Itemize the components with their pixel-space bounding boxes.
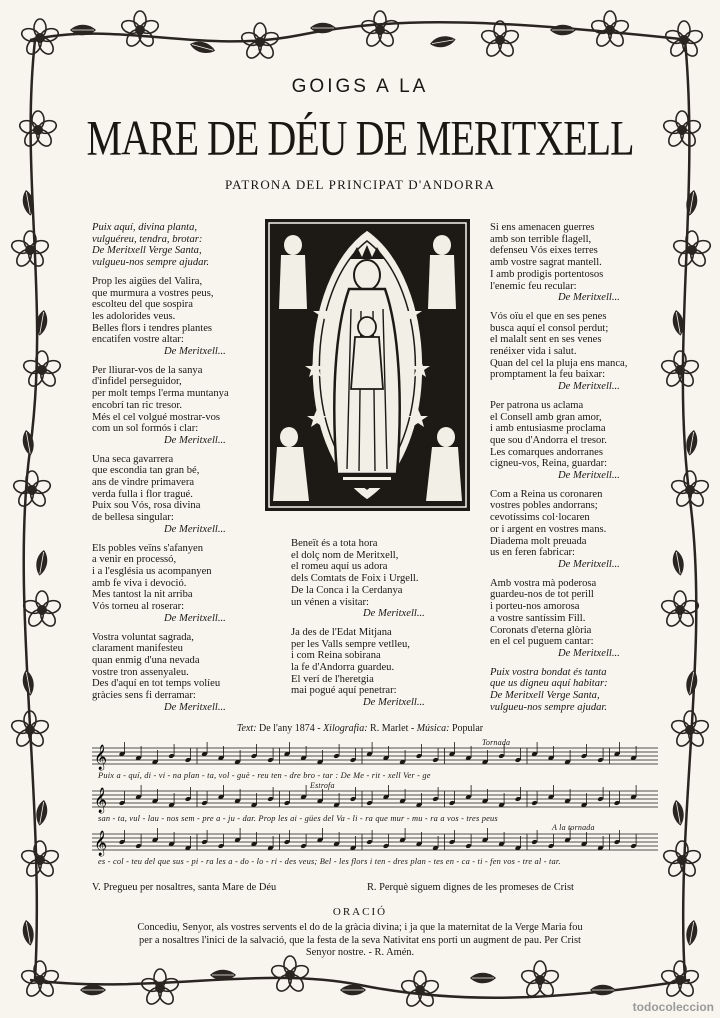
verse-line: De Meritxell Verge Santa, xyxy=(92,245,202,257)
verse-line: cigneu-vos, Reina, guardar: xyxy=(490,458,608,470)
verse-line: Coronats d'eterna glòria xyxy=(490,624,592,636)
refrain-line: De Meritxell... xyxy=(558,381,620,393)
verse-line: Puix vostra bondat és tanta xyxy=(490,666,607,678)
verse-line: guardeu-nos de tot perill xyxy=(490,589,594,601)
verse-line: ans de vindre primavera xyxy=(92,477,195,489)
stanza xyxy=(490,489,680,571)
verse-line: com un sol formós i clar: xyxy=(92,423,199,435)
verse-line: a venir en processó, xyxy=(92,554,177,566)
verse-line: el dolç nom de Meritxell, xyxy=(291,549,399,561)
verse-line: Beneït és a tota hora xyxy=(291,538,378,549)
credit-text-label: Text: xyxy=(236,723,257,734)
stanza xyxy=(92,365,272,447)
verse-line: mai pogué aquí penetrar: xyxy=(291,685,397,697)
versicle-v: V. Pregueu per nosaltres, santa Mare de Déu xyxy=(92,882,277,893)
versicle-r: R. Perquè siguem dignes de les promeses de Crist xyxy=(367,882,574,893)
verse-line: vostres pobles andorrans; xyxy=(490,500,598,512)
refrain-line: De Meritxell... xyxy=(558,558,620,570)
verse-line: Vostra voluntat sagrada, xyxy=(92,631,194,643)
music-label-a-la-tornada: A la tornada xyxy=(552,823,595,832)
verse-line: gràcies sens fi derramar: xyxy=(92,690,196,702)
oracio-line-1: Concediu, Senyor, als vostres servents el do de la gràcia divina; i ja que la maternitat de la Verge Maria fou xyxy=(137,922,583,933)
stanza xyxy=(92,632,272,714)
verse-line: les adolorides veus. xyxy=(92,310,176,322)
verse-line: or i argent en vostres mans. xyxy=(490,523,607,535)
verse-line: vulgueu-nos sempre ajudar. xyxy=(92,257,210,269)
verse-line: I amb prodigis portentosos xyxy=(490,268,604,280)
credit-music-value: Popular xyxy=(451,723,484,734)
music-label-estrofa: Estrofa xyxy=(310,781,335,790)
credit-xilo-label: Xilografia: xyxy=(323,723,368,734)
verse-line: Prop les aigües del Valira, xyxy=(92,275,203,287)
verse-line: encobrí tan ric tresor. xyxy=(92,399,183,411)
verse-line: Vós oïu el que en ses penes xyxy=(490,310,607,322)
refrain-line: De Meritxell... xyxy=(363,608,425,620)
stanza xyxy=(490,400,680,482)
stanza xyxy=(490,578,680,660)
verse-line: per molt temps l'erma muntanya xyxy=(92,388,229,400)
verse-line: Vós torneu al roserar: xyxy=(92,601,185,613)
verse-line: un vénen a visitar: xyxy=(291,596,369,608)
verse-line: us en feren fabricar: xyxy=(490,547,575,559)
verse-line: d'infidel perseguidor, xyxy=(92,376,182,388)
music-label-tornada: Tornada xyxy=(482,738,511,747)
oracio-text xyxy=(62,922,658,960)
verse-line: Per patrona us aclama xyxy=(490,399,584,411)
verse-line: Ja des de l'Edat Mitjana xyxy=(291,626,392,638)
verse-line: Quan del cel la pluja ens manca, xyxy=(490,357,628,369)
subtitle: PATRONA DEL PRINCIPAT D'ANDORRA xyxy=(224,177,496,192)
oracio-line-3: Senyor nostre. - R. Amén. xyxy=(305,947,415,959)
refrain-line: De Meritxell... xyxy=(164,701,226,713)
verse-line: que sou d'Andorra el tresor. xyxy=(490,434,607,446)
verse-line: El verí de l'heretgia xyxy=(291,673,374,685)
verse-line: amb vostre sagrat mantell. xyxy=(490,257,602,269)
verse-line: encatifen vostre altar: xyxy=(92,334,184,346)
stanza xyxy=(490,222,680,304)
treble-clef-icon: 𝄞 xyxy=(94,788,108,813)
verse-line: el malalt sent en ses venes xyxy=(490,334,602,346)
verse-line: Puix aquí, divina planta, xyxy=(92,222,198,233)
verse-line: en el cel puguem cantar: xyxy=(490,636,594,648)
verse-line: per les Valls sempre vetlleu, xyxy=(291,638,410,650)
verses-middle-column xyxy=(291,538,471,716)
music-lyrics-line-1: Puix a - quí, di - vi - na plan - ta, vol - guè - reu ten - dre bro - tar : De Me - rit - xell Ver - ge xyxy=(98,771,431,780)
verse-line: Des d'aquí en tot temps volíeu xyxy=(92,678,221,690)
music-lyrics-line-2: san - ta, vul - lau - nos sem - pre a - ju - dar. Prop les ai - gües del Va - li - ra que mur - mu - ra a vos - tres peus xyxy=(98,814,498,823)
virgin-woodcut-illustration xyxy=(265,219,470,511)
verse-line: i porteu-nos amorosa xyxy=(490,601,580,613)
verse-line: i com Reina sobirana xyxy=(291,650,381,662)
credit-xilo-value: R. Marlet xyxy=(370,723,409,734)
oracio-title: ORACIÓ xyxy=(332,906,388,918)
stanza xyxy=(291,538,471,620)
stanza xyxy=(92,543,272,625)
refrain-line: De Meritxell... xyxy=(164,523,226,535)
title-goigs: GOIGS A LA xyxy=(291,76,429,97)
refrain-line: De Meritxell... xyxy=(558,647,620,659)
verse-line: que escondia tan gran bé, xyxy=(92,465,200,477)
verse-line: clarament manifesteu xyxy=(92,643,183,655)
watermark: todocoleccion xyxy=(632,1000,714,1014)
stanza xyxy=(490,667,680,714)
verse-line: vulguéreu, tendra, brotar: xyxy=(92,233,203,245)
verse-line: vostre tron assenyaleu. xyxy=(92,666,189,678)
music-lyrics-line-3: es - col - teu del que sus - pi - ra les a - do - lo - ri - des veus; Bel - les flors i ten - dres plan - tes en - ca - ti - fen vos - tre al - tar. xyxy=(98,857,561,866)
stanza xyxy=(490,311,680,393)
credit-text-value: De l'any 1874 xyxy=(259,723,315,734)
verse-line: promptament la feu baixar: xyxy=(490,369,606,381)
title-main: MARE DE DÉU DE MERITXELL xyxy=(86,109,634,166)
refrain-line: De Meritxell... xyxy=(164,612,226,624)
verse-line: amb fe viva i devoció. xyxy=(92,577,187,589)
verse-line: Una seca gavarrera xyxy=(92,453,174,465)
verse-line: De la Conca i la Cerdanya xyxy=(291,584,403,596)
verse-line: busca aquí el consol perdut; xyxy=(490,322,609,334)
verse-line: amb son terrible flagell, xyxy=(490,233,592,245)
stanza xyxy=(291,627,471,709)
verse-line: cevotíssims col·locaren xyxy=(490,512,590,524)
verse-line: Amb vostra mà poderosa xyxy=(490,577,597,589)
verses-left-column xyxy=(92,222,272,720)
refrain-line: De Meritxell... xyxy=(558,292,620,304)
verse-line: escolteu del que sospira xyxy=(92,299,193,311)
verse-line: i a l'església us acompanyen xyxy=(92,565,212,577)
verse-line: Els pobles veïns s'afanyen xyxy=(92,542,204,554)
verse-line: Les comarques andorranes xyxy=(490,446,603,458)
refrain-line: De Meritxell... xyxy=(363,697,425,709)
verse-line: vulgueu-nos sempre ajudar. xyxy=(490,701,608,713)
verse-line: renéixer vida i salut. xyxy=(490,346,577,358)
refrain-line: De Meritxell... xyxy=(164,434,226,446)
verses-right-column xyxy=(490,222,680,720)
verse-line: Per lliurar-vos de la sanya xyxy=(92,364,203,376)
verse-line: quan enmig d'una nevada xyxy=(92,654,200,666)
verse-line: Si ens amenacen guerres xyxy=(490,222,595,233)
verse-line: de bellesa singular: xyxy=(92,512,174,524)
verse-line: Mes tantost la nit arriba xyxy=(92,589,193,601)
oracio-line-2: per a nosaltres l'inici de la salvació, que la festa de la seva Nativitat ens porti un augment de pau. Per Crist xyxy=(139,934,581,946)
music-staves xyxy=(92,740,658,868)
stanza xyxy=(92,222,272,269)
verse-line: l'enemic feu recular: xyxy=(490,280,577,292)
verse-line: Belles flors i tendres plantes xyxy=(92,322,213,334)
verse-line: i amb entusiasme proclama xyxy=(490,423,606,435)
music-score xyxy=(92,740,658,868)
credit-music-label: Música: xyxy=(416,723,450,734)
verse-line: De Meritxell Verge Santa, xyxy=(490,690,600,702)
verse-line: la fe d'Andorra guardeu. xyxy=(291,662,395,674)
treble-clef-icon: 𝄞 xyxy=(94,745,108,770)
verse-line: verda fulla i flor tragué. xyxy=(92,488,193,500)
verse-line: Diadema molt preuada xyxy=(490,535,587,547)
verse-line: Puix sou Vós, rosa divina xyxy=(92,500,201,512)
treble-clef-icon: 𝄞 xyxy=(94,831,108,856)
verse-line: Més el cel volgué mostrar-vos xyxy=(92,411,221,423)
refrain-line: De Meritxell... xyxy=(164,346,226,358)
verse-line: defenseu Vós eixes terres xyxy=(490,245,598,257)
verse-line: que murmura a vostres peus, xyxy=(92,287,214,299)
verse-line: el romeu aquí us adora xyxy=(291,561,388,573)
refrain-line: De Meritxell... xyxy=(558,470,620,482)
stanza xyxy=(92,454,272,536)
verse-line: a vostre santíssim Fill. xyxy=(490,612,586,624)
credits-line: Text: De l'any 1874 - Xilografia: R. Marlet - Música: Popular xyxy=(236,723,484,734)
content-area xyxy=(62,62,658,962)
stanza xyxy=(92,276,272,358)
verse-line: el Consell amb gran amor, xyxy=(490,411,602,423)
verse-line: dels Comtats de Foix i Urgell. xyxy=(291,573,419,585)
verse-line: Com a Reina us coronaren xyxy=(490,488,603,500)
verse-line: que us digneu aquí habitar: xyxy=(490,678,608,690)
